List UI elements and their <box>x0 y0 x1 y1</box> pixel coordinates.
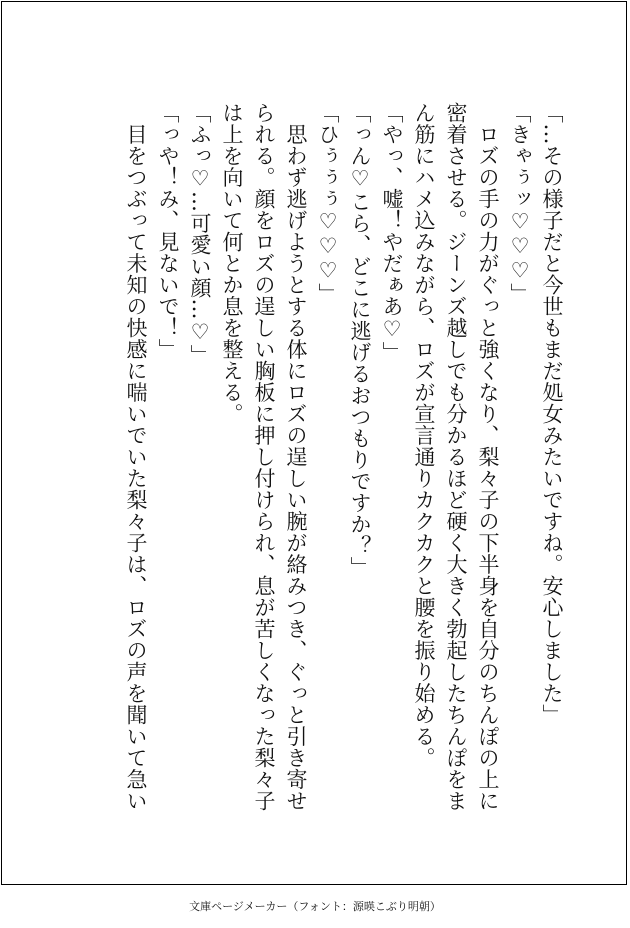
text-line: 「っん♡こら、どこに逃げるおつもりですか？」 <box>348 102 372 578</box>
text-line: 「やっ、嘘！やだぁあ♡」 <box>380 102 404 363</box>
text-line: 「ふっ♡…可愛い顔…♡」 <box>188 102 212 366</box>
text-line: 密着させる。ジーンズ越しでも分かるほど硬く大きく勃起したちんぽをま <box>444 102 468 812</box>
page-frame <box>1 1 627 885</box>
text-line: 「…その様子だと今世もまだ処女みたいですね。安心しました」 <box>540 102 564 726</box>
vertical-text-body <box>120 102 568 812</box>
text-line: ん筋にハメ込みながら、ロズが宣言通りカクカクと腰を振り始める。 <box>412 102 436 769</box>
text-line: ロズの手の力がぐっと強くなり、梨々子の下半身を自分のちんぽの上に <box>476 102 500 812</box>
text-line: られる。顔をロズの逞しい胸板に押し付けられ、息が苦しくなった梨々子 <box>252 102 276 812</box>
page-footer: 文庫ページメーカー（フォント：源暎こぶり明朝） <box>189 900 441 913</box>
text-line: 「っや！み、見ないで！」 <box>156 102 180 360</box>
text-line: は上を向いて何とか息を整える。 <box>220 102 244 425</box>
text-line: 「きゃぅッ♡♡♡」 <box>508 102 532 305</box>
text-line: 「ひぅぅぅ♡♡♡」 <box>316 102 340 305</box>
text-line: 思わず逃げようとする体にロズの逞しい腕が絡みつき、ぐっと引き寄せ <box>284 102 308 812</box>
text-line: 目をつぶって未知の快感に喘いでいた梨々子は、ロズの声を聞いて急い <box>124 102 148 812</box>
